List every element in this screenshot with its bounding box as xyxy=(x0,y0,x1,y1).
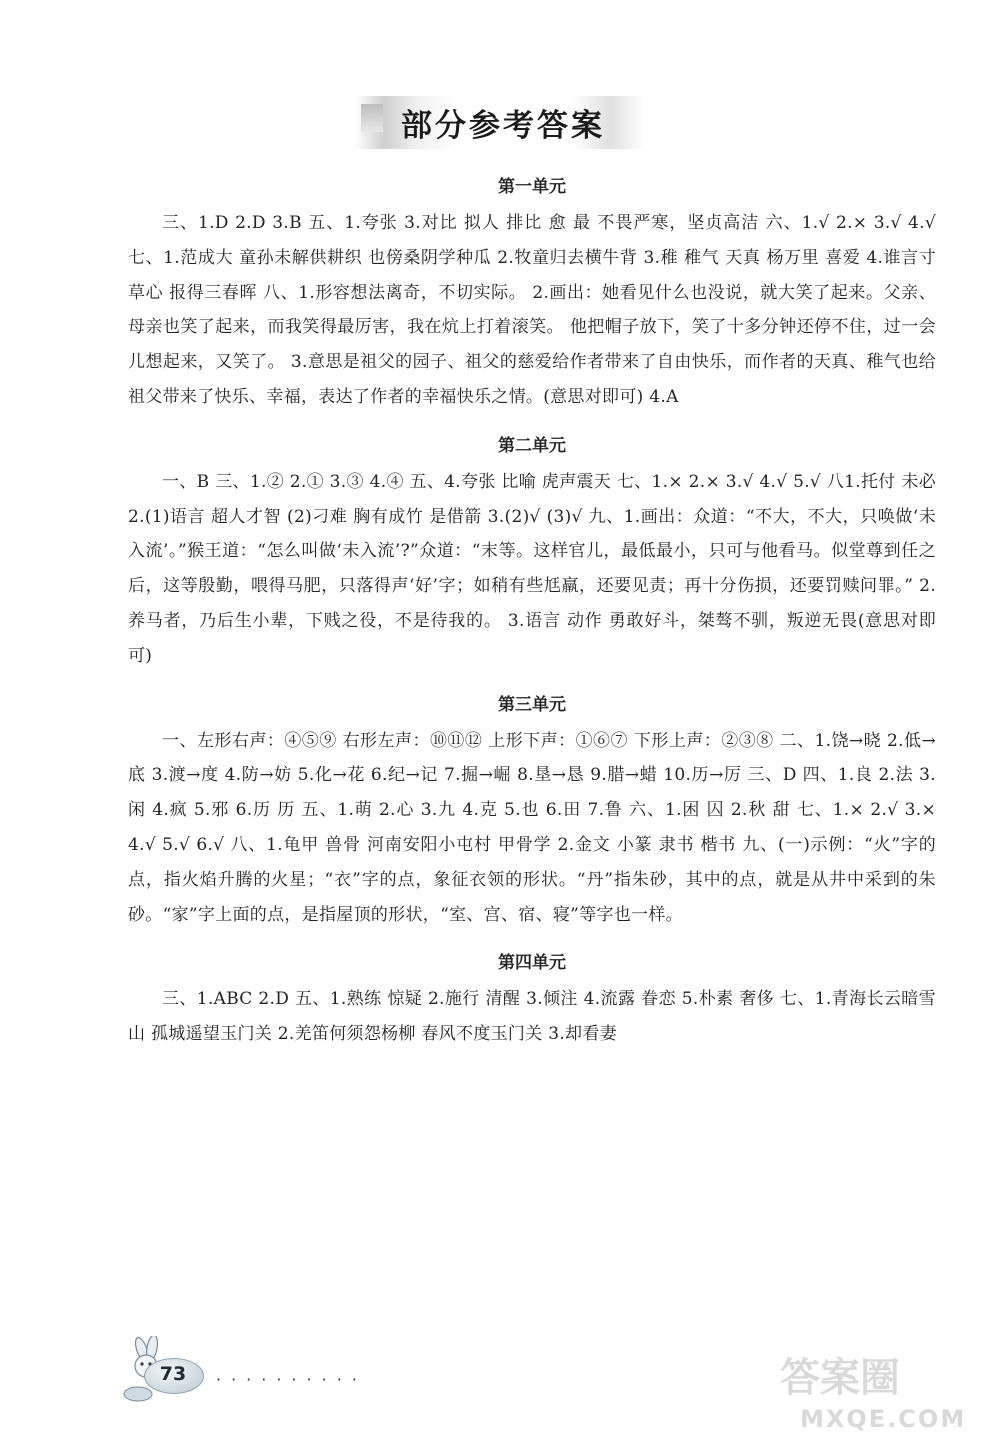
unit-2-heading: 第二单元 xyxy=(498,435,566,456)
unit-1-answers: 三、1.D 2.D 3.B 五、1.夸张 3.对比 拟人 排比 愈 最 不畏严寒，坚贞高洁 六、1.√ 2.× 3.√ 4.√ 七、1.范成大 童孙未解供耕织 也傍桑阴学种瓜 2.牧童归去横牛背 3.稚 稚气 天真 杨万里 喜爱 4.谁言寸草心 报得三春晖 八、1.形容想法离奇，不切实际。 2.画出：她看见什么也没说，就大笑了起来。父亲、母亲也笑了起来，而我笑得最厉害，我在炕上打着滚笑。 他把帽子放下，笑了十多分钟还停不住，过一会儿想起来，又笑了。 3.意思是祖父的园子、祖父的慈爱给作者带来了自由快乐，而作者的天真、稚气也给祖父带来了快乐、幸福，表达了作者的幸福快乐之情。(意思对即可) 4.A xyxy=(128,213,936,407)
title-area xyxy=(0,96,1000,149)
unit-2-answers: 一、B 三、1.② 2.① 3.③ 4.④ 五、4.夸张 比喻 虎声震天 七、1.× 2.× 3.√ 4.√ 5.√ 八1.托付 未必 2.(1)语言 超人才智 (2)刁难 胸有成竹 是借箭 3.(2)√ (3)√ 九、1.画出：众道：“不大，不大，只唤做‘未入流’。”猴王道：“怎么叫做‘未入流’?”众道：“末等。这样官儿，最低最小，只可与他看马。似堂尊到任之后，这等殷勤，喂得马肥，只落得声‘好’字；如稍有些尪羸，还要见责；再十分伤损，还要罚赎问罪。” 2.养马者，乃后生小辈，下贱之役，不是待我的。 3.语言 动作 勇敢好斗，桀骜不驯，叛逆无畏(意思对即可) xyxy=(128,471,936,666)
unit-3-heading: 第三单元 xyxy=(498,694,566,715)
watermark-logo xyxy=(760,1345,1000,1435)
answer-content xyxy=(128,168,936,1064)
title-block xyxy=(355,96,645,149)
unit-4-answers: 三、1.ABC 2.D 五、1.熟练 惊疑 2.施行 清醒 3.倾注 4.流露 眷恋 5.朴素 奢侈 七、1.青海长云暗雪山 孤城遥望玉门关 2.羌笛何须怨杨柳 春风不度玉门关 3.却看妻 xyxy=(128,989,936,1045)
unit-1-heading: 第一单元 xyxy=(498,177,566,197)
page-number: 73 xyxy=(159,1363,187,1385)
watermark-main: 答案圈 xyxy=(780,1355,900,1401)
title-decor-bar xyxy=(361,104,383,132)
unit-3-answers: 一、左形右声：④⑤⑨ 右形左声：⑩⑪⑫ 上形下声：①⑥⑦ 下形上声：②③⑧ 二、1.饶→晓 2.低→底 3.渡→度 4.防→妨 5.化→花 6.纪→记 7.掘→崛 8.垦→恳 9.腊→蜡 10.历→厉 三、D 四、1.良 2.法 3.闲 4.疯 5.邪 6.历 历 五、1.萌 2.心 3.九 4.克 5.也 6.田 7.鲁 六、1.困 囚 2.秋 甜 七、1.× 2.√ 3.× 4.√ 5.√ 6.√ 八、1.龟甲 兽骨 河南安阳小屯村 甲骨学 2.金文 小篆 隶书 楷书 九、(一)示例：“火”字的点，指火焰升腾的火星；“衣”字的点，象征衣领的形状。“丹”指朱砂，其中的点，就是从井中采到的朱砂。“家”字上面的点，是指屋顶的形状，“室、宫、宿、寝”等字也一样。 xyxy=(128,730,936,925)
footer-dots: ·········· xyxy=(216,1370,367,1389)
page-footer xyxy=(118,1336,418,1406)
watermark-url: MXQE.COM xyxy=(800,1405,967,1433)
page-title: 部分参考答案 xyxy=(401,108,605,144)
unit-4-heading: 第四单元 xyxy=(498,953,566,974)
